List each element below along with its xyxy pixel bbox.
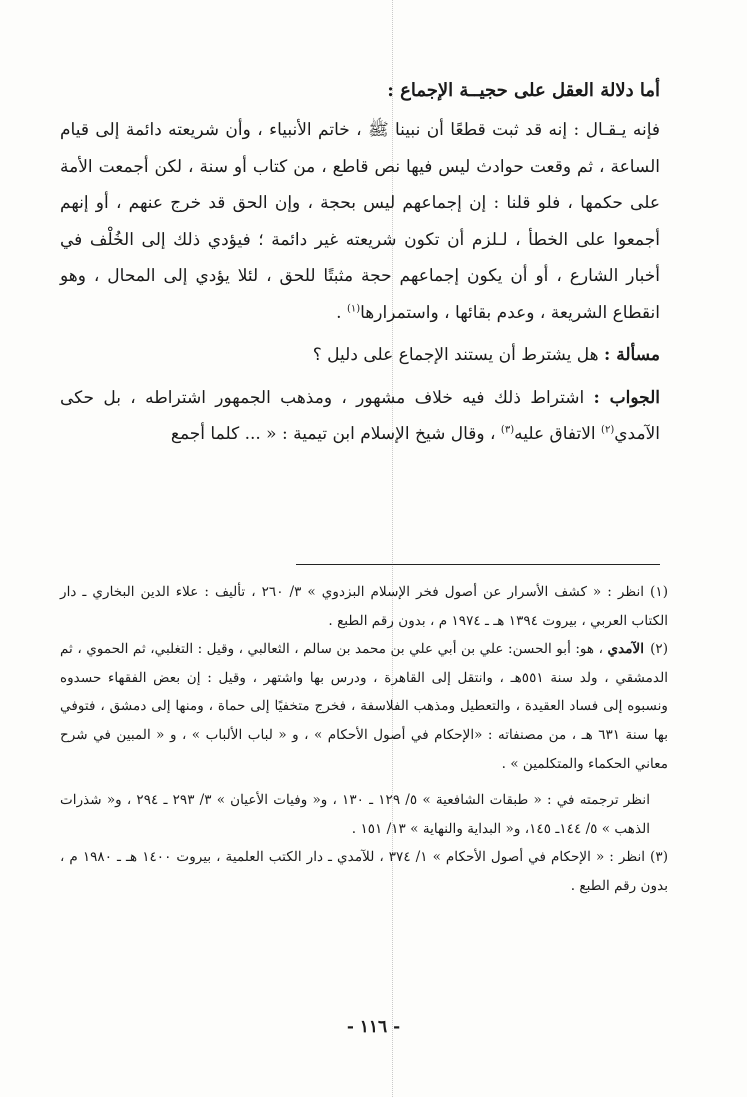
paragraph-rational-proof <box>60 112 660 331</box>
answer-text-b: الاتفاق عليه <box>514 424 602 444</box>
footnote-2-sources: انظر ترجمته في : « طبقات الشافعية » ٥/ ١٢٩ ـ ١٣٠ ، و« وفيات الأعيان » ٣/ ٢٩٣ ـ ٢٩٤ ، و« شذرات الذهب » ٥/ ١٤٤ـ ١٤٥، و« البداية والنهاية » ١٣/ ١٥١ . <box>60 792 650 837</box>
footnote-ref-1: (١) <box>346 302 361 314</box>
footnote-separator <box>296 564 660 565</box>
footnote-1: (١) انظر : « كشف الأسرار عن أصول فخر الإسلام البزدوي » ٣/ ٢٦٠ ، تأليف : علاء الدين البخاري ـ دار الكتاب العربي ، بيروت ١٣٩٤ هـ ـ ١٩٧٤ م ، بدون رقم الطبع . <box>60 584 668 629</box>
footnotes <box>60 578 668 901</box>
paragraph-text: فإنه يـقـال : إنه قد ثبت قطعًا أن نبينا ﷺ ، خاتم الأنبياء ، وأن شريعته دائمة إلى قيام الساعة ، ثم وقعت حوادث ليس فيها نص قاطع ، من كتاب أو سنة ، لكن أجمعت الأمة على حكمها ، فلو قلنا : إن إجماعهم ليس بحجة ، وإن الحق قد خرج عنهم ، أو إنهم أجمعوا على الخطأ ، لـلزم أن تكون شريعته غير دائمة ؛ فيؤدي ذلك إلى الخُلْف في أخبار الشارع ، أو أن يكون إجماعهم حجة مثبتًا للحق ، لئلا يؤدي إلى المحال ، وهو انقطاع الشريعة ، وعدم بقائها ، واستمرارها <box>60 120 660 323</box>
footnote-ref-3: (٣) <box>500 424 515 436</box>
question-text: هل يشترط أن يستند الإجماع على دليل ؟ <box>312 345 605 365</box>
footnote-2-label: الآمدي <box>607 641 645 658</box>
page-number: - ١١٦ - <box>346 1017 401 1037</box>
footnote-2-text: ، هو: أبو الحسن: علي بن أبي علي بن محمد بن سالم ، الثعالبي ، وقيل : التغلبي، ثم الحموي ، ثم الدمشقي ، ولد سنة ٥٥١هـ ، وانتقل إلى القاهرة ، ودرس بها واشتهر ، وقيل : إن بعض الفقهاء حسدوه ونسبوه إلى فساد العقيدة ، والتعطيل ومذهب الفلاسفة ، فخرج متخفيًا إلى حماة ، ومنها إلى دمشق ، فتوفي بها سنة ٦٣١ هـ ، من مصنفاته : «الإحكام في أصول الأحكام » ، و « لباب الألباب » ، و « المبين في شرح معاني الحكماء والمتكلمين » . <box>60 641 668 772</box>
section-heading: أما دلالة العقل على حجيــة الإجماع : <box>387 80 660 101</box>
footnote-2-number: (٢) <box>650 641 668 658</box>
answer-label: الجواب : <box>593 387 660 408</box>
footnote-2 <box>60 635 668 778</box>
question-paragraph <box>60 337 660 374</box>
answer-paragraph <box>60 380 660 453</box>
main-text <box>60 72 660 453</box>
footnote-ref-2: (٢) <box>601 424 615 436</box>
answer-text-c: ، وقال شيخ الإسلام ابن تيمية : « ... كلما أجمع <box>170 424 501 444</box>
answer-text-a: اشتراط ذلك فيه خلاف مشهور ، ومذهب الجمهور اشتراطه ، بل حكى الآمدي <box>60 387 660 444</box>
paragraph-end: . <box>336 302 347 323</box>
footnote-3: (٣) انظر : « الإحكام في أصول الأحكام » ١/ ٣٧٤ ، للآمدي ـ دار الكتب العلمية ، بيروت ١٤٠٠ هـ ـ ١٩٨٠ م ، بدون رقم الطبع . <box>60 849 668 894</box>
question-label: مسألة : <box>604 345 660 365</box>
